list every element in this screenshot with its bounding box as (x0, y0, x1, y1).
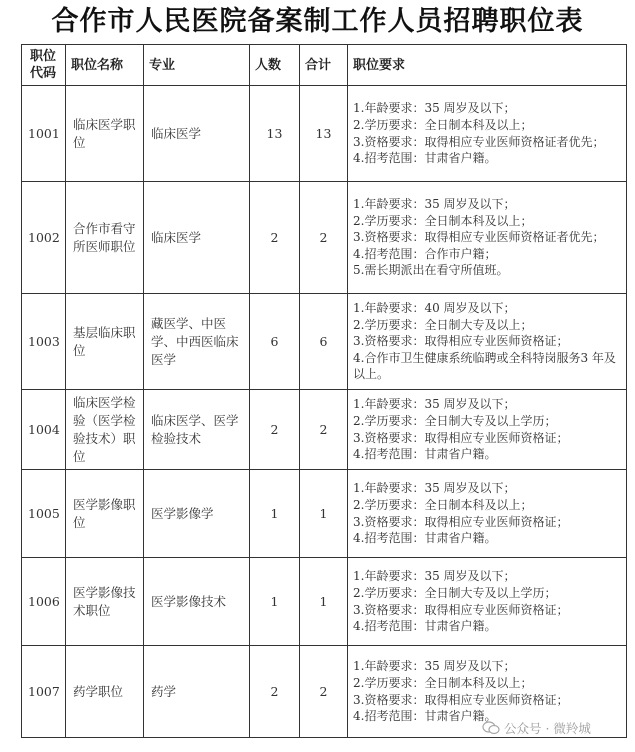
table-row (22, 294, 627, 390)
requirement-line: 4.合作市卫生健康系统临聘或全科特岗服务3 年及以上。 (353, 350, 616, 382)
table-row (22, 390, 627, 470)
requirement-line: 3.资格要求：取得相应专业医师资格证者优先； (353, 230, 605, 245)
cell-code: 1001 (22, 86, 66, 182)
requirement-line: 3.资格要求：取得相应专业医师资格证； (353, 334, 569, 349)
header-major: 专业 (144, 45, 250, 86)
requirement-line: 4.招考范围：甘肃省户籍。 (353, 619, 497, 634)
cell-code: 1003 (22, 294, 66, 390)
cell-count: 2 (250, 390, 300, 470)
cell-code: 1007 (22, 646, 66, 738)
table-row (22, 86, 627, 182)
cell-total: 2 (300, 390, 348, 470)
cell-code: 1005 (22, 470, 66, 558)
table-row (22, 558, 627, 646)
requirement-line: 2.学历要求：全日制本科及以上； (353, 213, 533, 228)
cell-total: 2 (300, 182, 348, 294)
cell-name: 基层临床职位 (66, 294, 144, 390)
cell-requirements (348, 86, 627, 182)
header-requirements: 职位要求 (348, 45, 627, 86)
requirement-line: 3.资格要求：取得相应专业医师资格证； (353, 430, 569, 445)
requirement-line: 1.年龄要求：35 周岁及以下； (353, 659, 516, 674)
cell-count: 13 (250, 86, 300, 182)
header-code: 职位代码 (22, 45, 66, 86)
requirement-line: 1.年龄要求：35 周岁及以下； (353, 197, 516, 212)
cell-requirements (348, 558, 627, 646)
cell-total: 1 (300, 470, 348, 558)
cell-major: 藏医学、中医学、中西医临床医学 (144, 294, 250, 390)
cell-major: 药学 (144, 646, 250, 738)
header-name: 职位名称 (66, 45, 144, 86)
cell-requirements (348, 470, 627, 558)
cell-total: 2 (300, 646, 348, 738)
page-title: 合作市人民医院备案制工作人员招聘职位表 (51, 6, 584, 37)
cell-major: 临床医学、医学检验技术 (144, 390, 250, 470)
cell-requirements (348, 182, 627, 294)
cell-code: 1002 (22, 182, 66, 294)
cell-total: 13 (300, 86, 348, 182)
requirement-line: 3.资格要求：取得相应专业医师资格证； (353, 692, 569, 707)
cell-requirements (348, 390, 627, 470)
cell-name: 药学职位 (66, 646, 144, 738)
cell-name: 合作市看守所医师职位 (66, 182, 144, 294)
requirement-line: 2.学历要求：全日制大专及以上； (353, 317, 533, 332)
cell-count: 1 (250, 470, 300, 558)
cell-code: 1006 (22, 558, 66, 646)
table-row (22, 182, 627, 294)
cell-count: 2 (250, 182, 300, 294)
requirement-line: 2.学历要求：全日制大专及以上学历； (353, 413, 557, 428)
cell-major: 医学影像技术 (144, 558, 250, 646)
cell-count: 6 (250, 294, 300, 390)
requirement-line: 4.招考范围：甘肃省户籍。 (353, 447, 497, 462)
requirement-line: 2.学历要求：全日制本科及以上； (353, 675, 533, 690)
requirement-line: 3.资格要求：取得相应专业医师资格证； (353, 602, 569, 617)
requirement-line: 4.招考范围：合作市户籍； (353, 246, 497, 261)
requirement-line: 4.招考范围：甘肃省户籍。 (353, 531, 497, 546)
cell-name: 医学影像技术职位 (66, 558, 144, 646)
requirement-line: 4.招考范围：甘肃省户籍。 (353, 709, 497, 724)
requirement-line: 1.年龄要求：35 周岁及以下； (353, 481, 516, 496)
requirement-line: 1.年龄要求：40 周岁及以下； (353, 301, 516, 316)
cell-name: 临床医学职位 (66, 86, 144, 182)
requirement-line: 3.资格要求：取得相应专业医师资格证者优先； (353, 134, 605, 149)
watermark-text: 公众号 · 微羚城 (504, 721, 591, 736)
cell-name: 临床医学检验（医学检验技术）职位 (66, 390, 144, 470)
requirement-line: 1.年龄要求：35 周岁及以下； (353, 569, 516, 584)
requirement-line: 5.需长期派出在看守所值班。 (353, 263, 509, 278)
cell-major: 临床医学 (144, 182, 250, 294)
requirement-line: 4.招考范围：甘肃省户籍。 (353, 151, 497, 166)
header-total: 合计 (300, 45, 348, 86)
cell-count: 2 (250, 646, 300, 738)
requirement-line: 2.学历要求：全日制本科及以上； (353, 497, 533, 512)
recruitment-table (21, 44, 627, 738)
watermark (482, 716, 632, 740)
header-count: 人数 (250, 45, 300, 86)
requirement-line: 1.年龄要求：35 周岁及以下； (353, 101, 516, 116)
requirement-line: 2.学历要求：全日制大专及以上学历； (353, 585, 557, 600)
cell-count: 1 (250, 558, 300, 646)
cell-code: 1004 (22, 390, 66, 470)
table-row (22, 470, 627, 558)
table-header-row (22, 45, 627, 86)
wechat-icon (482, 721, 500, 735)
cell-major: 医学影像学 (144, 470, 250, 558)
requirement-line: 2.学历要求：全日制本科及以上； (353, 117, 533, 132)
cell-major: 临床医学 (144, 86, 250, 182)
cell-total: 6 (300, 294, 348, 390)
cell-requirements (348, 294, 627, 390)
requirement-line: 1.年龄要求：35 周岁及以下； (353, 397, 516, 412)
cell-total: 1 (300, 558, 348, 646)
requirement-line: 3.资格要求：取得相应专业医师资格证； (353, 514, 569, 529)
cell-name: 医学影像职位 (66, 470, 144, 558)
